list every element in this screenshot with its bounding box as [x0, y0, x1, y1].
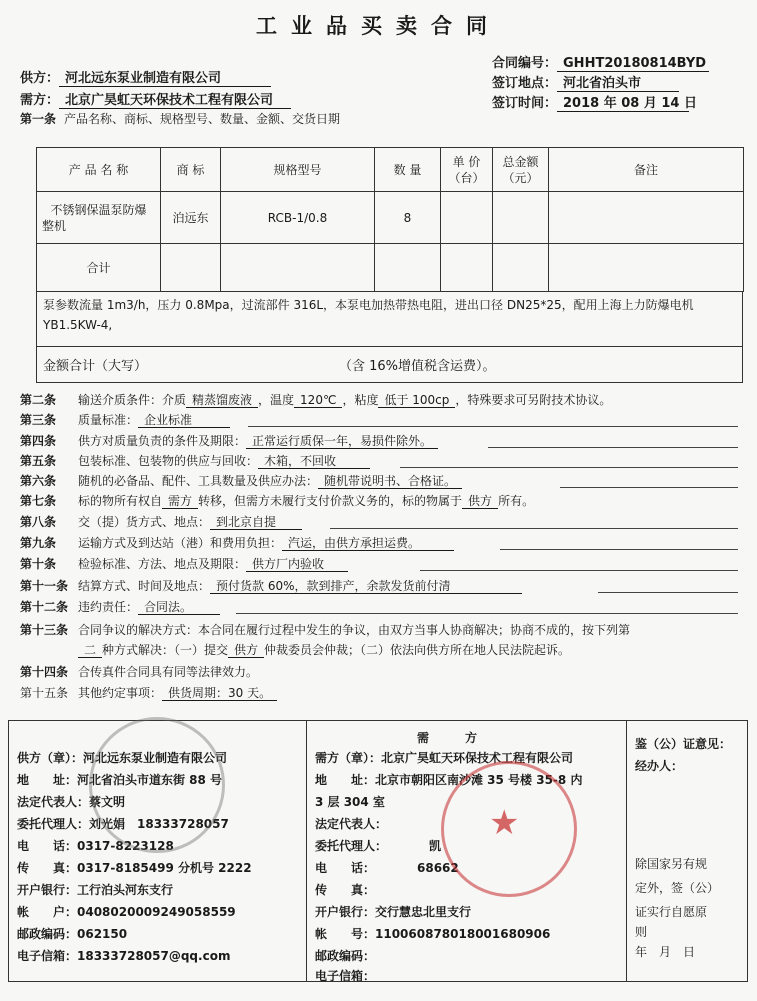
clause-11-pre: 结算方式、时间及地点： [78, 579, 211, 593]
pump-parameters: 泵参数流量 1m3/h，压力 0.8Mpa，过流部件 316L，本泵电加热带热电阻，进出口径 DN25*25，配用上海上力防爆电机 YB1.5KW-4, [36, 291, 743, 347]
seller-sig-legal: 法定代表人：蔡文明 [17, 795, 126, 809]
clause-7-mid: 转移，但需方未履行支付价款义务的，标的物属于 [198, 494, 463, 508]
clause-12-rule [236, 613, 738, 614]
clause-5-label: 第五条 [20, 454, 57, 468]
clause-11-value: 预付货款 60%，款到排产，余款发货前付清 [210, 579, 522, 594]
clause-3-label: 第三条 [20, 413, 57, 427]
clause-10-value: 供方厂内验收 [246, 557, 348, 572]
total-upper-note: （含 16%增值税含运费）。 [339, 359, 496, 374]
seller-name: 河北远东泵业制造有限公司 [59, 72, 271, 87]
buyer-sig-phone: 电 话： 68662 [315, 861, 459, 875]
header-unit-price [441, 148, 493, 192]
clause-8-rule [330, 528, 738, 529]
seller-sig-account: 帐 户：0408020009249058559 [17, 905, 236, 919]
buyer-sig-agent: 委托代理人： 凯 [315, 839, 442, 853]
clause-11-label: 第十一条 [20, 579, 69, 593]
clause-5-value: 木箱，不回收 [258, 454, 370, 469]
sign-time-value: 2018 年 08 月 14 日 [557, 97, 689, 112]
total-amount-upper [36, 347, 743, 383]
clause-11-rule [598, 592, 738, 593]
buyer-sig-addr1: 地 址：北京市朝阳区南沙滩 35 号楼 35-8 内 [315, 773, 583, 787]
cell-total-empty-2 [221, 244, 375, 292]
contract-title: 工业品买卖合同 [256, 14, 501, 38]
contract-no-label: 合同编号： [492, 56, 558, 71]
seller-sig-bank: 开户银行：工行泊头河东支行 [17, 883, 174, 897]
notary-l4: 则 [635, 925, 648, 939]
seller-sig-name: 供方（章）：河北远东泵业制造有限公司 [17, 751, 228, 765]
seller-sig-phone: 电 话：0317-8223128 [17, 839, 174, 853]
clause-10-label: 第十条 [20, 557, 57, 571]
header-unit-price-l2: （台） [448, 170, 485, 185]
clause-3-pre: 质量标准： [78, 413, 139, 427]
clause-13-arbitration: 供方 [228, 643, 264, 658]
clause-7-post: 所有。 [498, 494, 535, 508]
clause-2-medium: 精蒸馏废液 [186, 393, 258, 408]
clause-4-value: 正常运行质保一年，易损件除外。 [246, 434, 438, 449]
contract-no-value: GHHT20180814BYD [557, 57, 709, 72]
clause-15-label: 第十五条 [20, 686, 69, 700]
table-header-row [37, 148, 744, 192]
clause-7 [20, 492, 534, 509]
buyer-sig-zip: 邮政编码： [315, 949, 376, 963]
clause-2-mid1: ，温度 [258, 393, 295, 407]
cell-total-empty-4 [441, 244, 493, 292]
clause-6-pre: 随机的必备品、配件、工具数量及供应办法： [78, 474, 319, 488]
seller-sig-zip: 邮政编码：062150 [17, 927, 128, 941]
clause-9-rule [500, 549, 738, 550]
clause-9-pre: 运输方式及到达站（港）和费用负担： [78, 536, 283, 550]
header-total-l2: （元） [502, 170, 539, 185]
cell-total [493, 192, 549, 244]
clause-6-rule [560, 487, 738, 488]
seller-label: 供方： [20, 71, 60, 86]
header-product-name: 产 品 名 称 [37, 148, 161, 192]
clause-13-mid: 种方式解决：（一）提交 [102, 643, 229, 657]
clause-5-rule [400, 467, 738, 468]
buyer-sig-account: 帐 号：110060878018001680906 [315, 927, 551, 941]
clause-14 [20, 663, 258, 680]
cell-brand: 泊远东 [161, 192, 221, 244]
clause-13-pre: 合同争议的解决方式：本合同在履行过程中发生的争议，由双方当事人协商解决；协商不成的，按下列第 [78, 623, 631, 637]
seller-sig-agent: 委托代理人：刘光娟 18333728057 [17, 817, 229, 831]
seller-header [20, 67, 271, 87]
cell-qty: 8 [375, 192, 441, 244]
buyer-label: 需方： [20, 93, 60, 108]
notary-l1: 除国家另有规 [635, 857, 708, 871]
clause-6-label: 第六条 [20, 474, 57, 488]
cell-product-name [37, 192, 161, 244]
buyer-sig-legal: 法定代表人： [315, 817, 388, 831]
seller-sig-email: 电子信箱：18333728057@qq.com [17, 949, 231, 963]
notary-l5: 年 月 日 [635, 945, 696, 959]
clause-7-label: 第七条 [20, 494, 57, 508]
clause-12-pre: 违约责任： [78, 600, 139, 614]
clause-11 [20, 577, 522, 594]
clause-5 [20, 452, 370, 469]
seller-sig-addr: 地 址：河北省泊头市道东街 88 号 [17, 773, 223, 787]
notary-l2: 定外，签（公） [635, 881, 720, 895]
header-model: 规格型号 [221, 148, 375, 192]
clause-2-temp: 120℃ [294, 393, 342, 408]
cell-total-empty-1 [161, 244, 221, 292]
clause-4-rule [488, 447, 738, 448]
clause-8-label: 第八条 [20, 515, 57, 529]
clause-8 [20, 513, 302, 530]
sign-place [492, 72, 679, 92]
seller-stamp [89, 717, 225, 853]
sig-divider-1 [306, 721, 307, 981]
header-qty: 数 量 [375, 148, 441, 192]
clause-8-pre: 交（提）货方式、地点： [78, 515, 211, 529]
clause-2-mid2: ，粘度 [342, 393, 379, 407]
buyer-sig-fax: 传 真： [315, 883, 376, 897]
clause-2-pre: 输送介质条件：介质 [78, 393, 187, 407]
header-unit-price-l1: 单 价 [452, 154, 481, 169]
header-total-l1: 总金额 [502, 154, 539, 169]
buyer-sig-email: 电子信箱： [315, 969, 376, 983]
clause-13-line2 [78, 641, 570, 658]
sig-divider-2 [626, 721, 627, 981]
notary-handler: 经办人： [635, 759, 684, 773]
signature-box [8, 720, 748, 982]
notary-l3: 证实行自愿原 [635, 905, 708, 919]
cell-total-label: 合计 [37, 244, 161, 292]
cell-product-name-l2: 整机 [42, 218, 67, 233]
clause-10 [20, 555, 348, 572]
clause-15 [20, 684, 277, 701]
clause-1-text: 产品名称、商标、规格型号、数量、金额、交货日期 [64, 112, 341, 126]
clause-7-owner: 供方 [462, 494, 498, 509]
clause-4 [20, 432, 438, 449]
notary-title: 鉴（公）证意见： [635, 737, 732, 751]
clause-2-post: ，特殊要求可另附技术协议。 [455, 393, 612, 407]
buyer-sig-bank: 开户银行：交行慧忠北里支行 [315, 905, 472, 919]
buyer-name: 北京广昊虹天环保技术工程有限公司 [59, 94, 291, 109]
clause-7-pre: 标的物所有权自 [78, 494, 163, 508]
cell-model: RCB-1/0.8 [221, 192, 375, 244]
clause-2-label: 第二条 [20, 393, 57, 407]
clause-13-label: 第十三条 [20, 623, 69, 637]
cell-product-name-l1: 不锈钢保温泵防爆 [50, 202, 147, 217]
clause-13-post: 仲裁委员会仲裁；（二）依法向供方所在地人民法院起诉。 [264, 643, 571, 657]
cell-total-empty-3 [375, 244, 441, 292]
clause-9 [20, 534, 454, 551]
cell-price [441, 192, 493, 244]
clause-8-value: 到北京自提 [210, 515, 302, 530]
table-total-row [37, 244, 744, 292]
clause-2 [20, 391, 611, 408]
clause-2-viscosity: 低于 100cp [378, 393, 455, 408]
clause-3 [20, 411, 230, 428]
cell-note [549, 192, 744, 244]
contract-no [492, 52, 709, 72]
product-table [36, 147, 744, 292]
clause-5-pre: 包装标准、包装物的供应与回收： [78, 454, 259, 468]
clause-1 [20, 110, 340, 127]
sign-time [492, 92, 698, 112]
clause-12-label: 第十二条 [20, 600, 69, 614]
clause-13-option: 二 [78, 643, 102, 658]
seller-sig-fax: 传 真：0317-8185499 分机号 2222 [17, 861, 252, 875]
cell-total-empty-5 [493, 244, 549, 292]
clause-14-text: 合传真件合同具有同等法律效力。 [78, 665, 259, 679]
clause-13 [20, 621, 630, 638]
clause-3-rule [248, 426, 738, 427]
buyer-header [20, 89, 291, 109]
clause-10-rule [420, 570, 738, 571]
clause-6-value: 随机带说明书、合格证。 [318, 474, 462, 489]
buyer-stamp-star-icon: ★ [489, 803, 520, 843]
clause-9-value: 汽运，由供方承担运费。 [282, 536, 454, 551]
clause-12 [20, 598, 220, 615]
sign-time-label: 签订时间： [492, 96, 558, 111]
clause-3-value: 企业标准 [138, 413, 230, 428]
clause-7-transfer: 需方 [162, 494, 198, 509]
buyer-sig-addr2: 3 层 304 室 [315, 795, 385, 809]
header-brand: 商 标 [161, 148, 221, 192]
clause-4-label: 第四条 [20, 434, 57, 448]
clause-15-value: 供货周期：30 天。 [162, 686, 277, 701]
clause-1-label: 第一条 [20, 112, 57, 126]
clause-6 [20, 472, 462, 489]
sign-place-label: 签订地点： [492, 76, 558, 91]
header-note: 备注 [549, 148, 744, 192]
clause-12-value: 合同法。 [138, 600, 220, 615]
buyer-sig-name: 需方（章）：北京广昊虹天环保技术工程有限公司 [315, 751, 574, 765]
clause-9-label: 第九条 [20, 536, 57, 550]
table-row [37, 192, 744, 244]
sign-place-value: 河北省泊头市 [557, 77, 679, 92]
buyer-sig-heading: 需 方 [417, 731, 478, 745]
clause-14-label: 第十四条 [20, 665, 69, 679]
clause-15-pre: 其他约定事项： [78, 686, 163, 700]
cell-total-empty-6 [549, 244, 744, 292]
header-total [493, 148, 549, 192]
total-upper-label: 金额合计（大写） [43, 359, 148, 374]
clause-10-pre: 检验标准、方法、地点及期限： [78, 557, 247, 571]
clause-4-pre: 供方对质量负责的条件及期限： [78, 434, 247, 448]
